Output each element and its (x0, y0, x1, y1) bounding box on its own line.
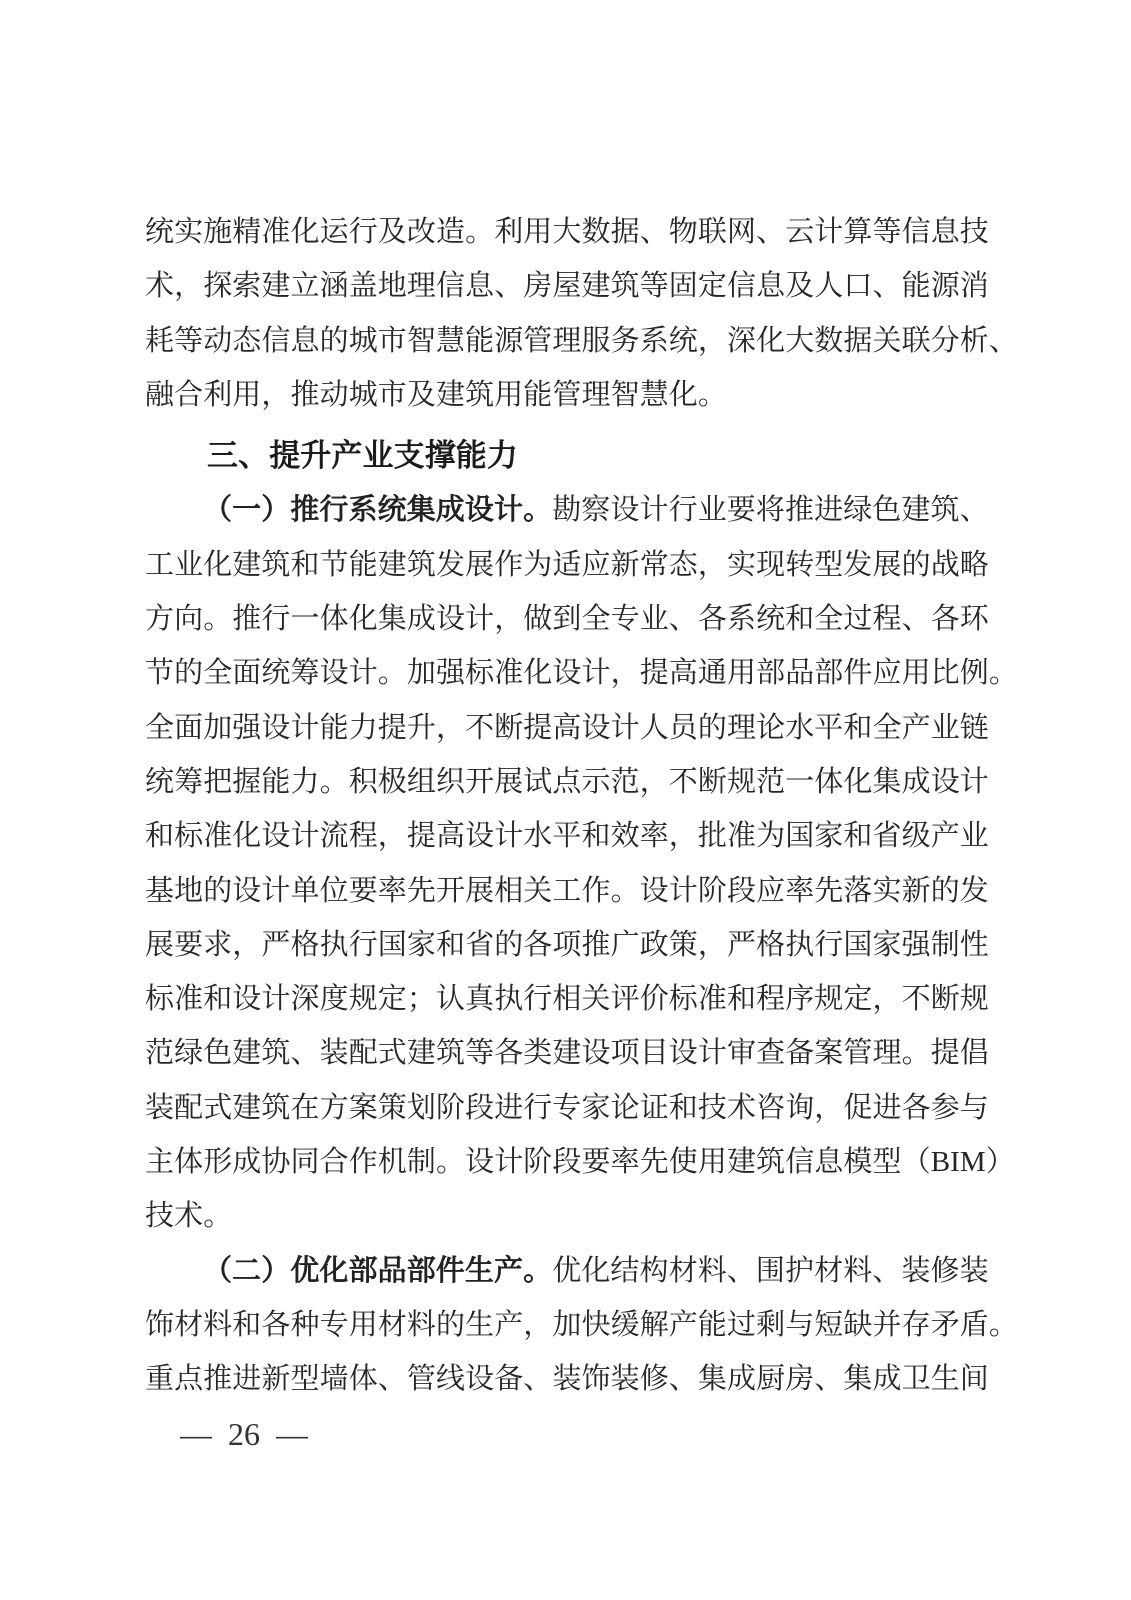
text-line: 标准和设计深度规定；认真执行相关评价标准和程序规定，不断规 (145, 983, 989, 1016)
text-line: 统实施精准化运行及改造。利用大数据、物联网、云计算等信息技 (145, 216, 989, 248)
paragraph-lead: （一）推行系统集成设计。 (203, 494, 553, 527)
text-line: 饰材料和各种专用材料的生产，加快缓解产能过剩与短缺并存矛盾。 (145, 1308, 1019, 1341)
text-line: 全面加强设计能力提升，不断提高设计人员的理论水平和全产业链 (145, 711, 989, 744)
text-line: 耗等动态信息的城市智慧能源管理服务系统，深化大数据关联分析、 (145, 324, 1019, 357)
paragraph-lead-rest: 勘察设计行业要将推进绿色建筑、 (552, 494, 989, 527)
text-line: 装配式建筑在方案策划阶段进行专家论证和技术咨询，促进各参与 (145, 1091, 989, 1124)
text-line: 基地的设计单位要率先开展相关工作。设计阶段应率先落实新的发 (145, 874, 989, 907)
document-text-block (145, 205, 1019, 1407)
text-line: 技术。 (145, 1200, 233, 1233)
paragraph-lead-line (145, 483, 988, 537)
page-number: — 26 — (180, 1416, 308, 1452)
text-line: 节的全面统筹设计。加强标准化设计，提高通用部品部件应用比例。 (145, 657, 1019, 690)
paragraph-lead: （二）优化部品部件生产。 (203, 1254, 553, 1287)
text-line: 范绿色建筑、装配式建筑等各类建设项目设计审查备案管理。提倡 (145, 1037, 989, 1070)
section-heading: 三、提升产业支撑能力 (207, 438, 518, 474)
text-line: 和标准化设计流程，提高设计水平和效率，批准为国家和省级产业 (145, 820, 989, 853)
text-line: 主体形成协同合作机制。设计阶段要率先使用建筑信息模型（BIM） (145, 1146, 1015, 1179)
text-line: 工业化建筑和节能建筑发展作为适应新常态，实现转型发展的战略 (145, 548, 989, 581)
text-line: 融合利用，推动城市及建筑用能管理智慧化。 (145, 378, 728, 411)
text-line: 术，探索建立涵盖地理信息、房屋建筑等固定信息及人口、能源消 (145, 270, 989, 303)
text-line: 展要求，严格执行国家和省的各项推广政策，严格执行国家强制性 (145, 928, 989, 961)
paragraph-lead-line (145, 1244, 988, 1298)
text-line: 重点推进新型墙体、管线设备、装饰装修、集成厨房、集成卫生间 (145, 1363, 989, 1396)
paragraph-lead-rest: 优化结构材料、围护材料、装修装 (552, 1254, 989, 1287)
text-line: 方向。推行一体化集成设计，做到全专业、各系统和全过程、各环 (145, 603, 989, 636)
text-line: 统筹把握能力。积极组织开展试点示范，不断规范一体化集成设计 (145, 765, 989, 798)
